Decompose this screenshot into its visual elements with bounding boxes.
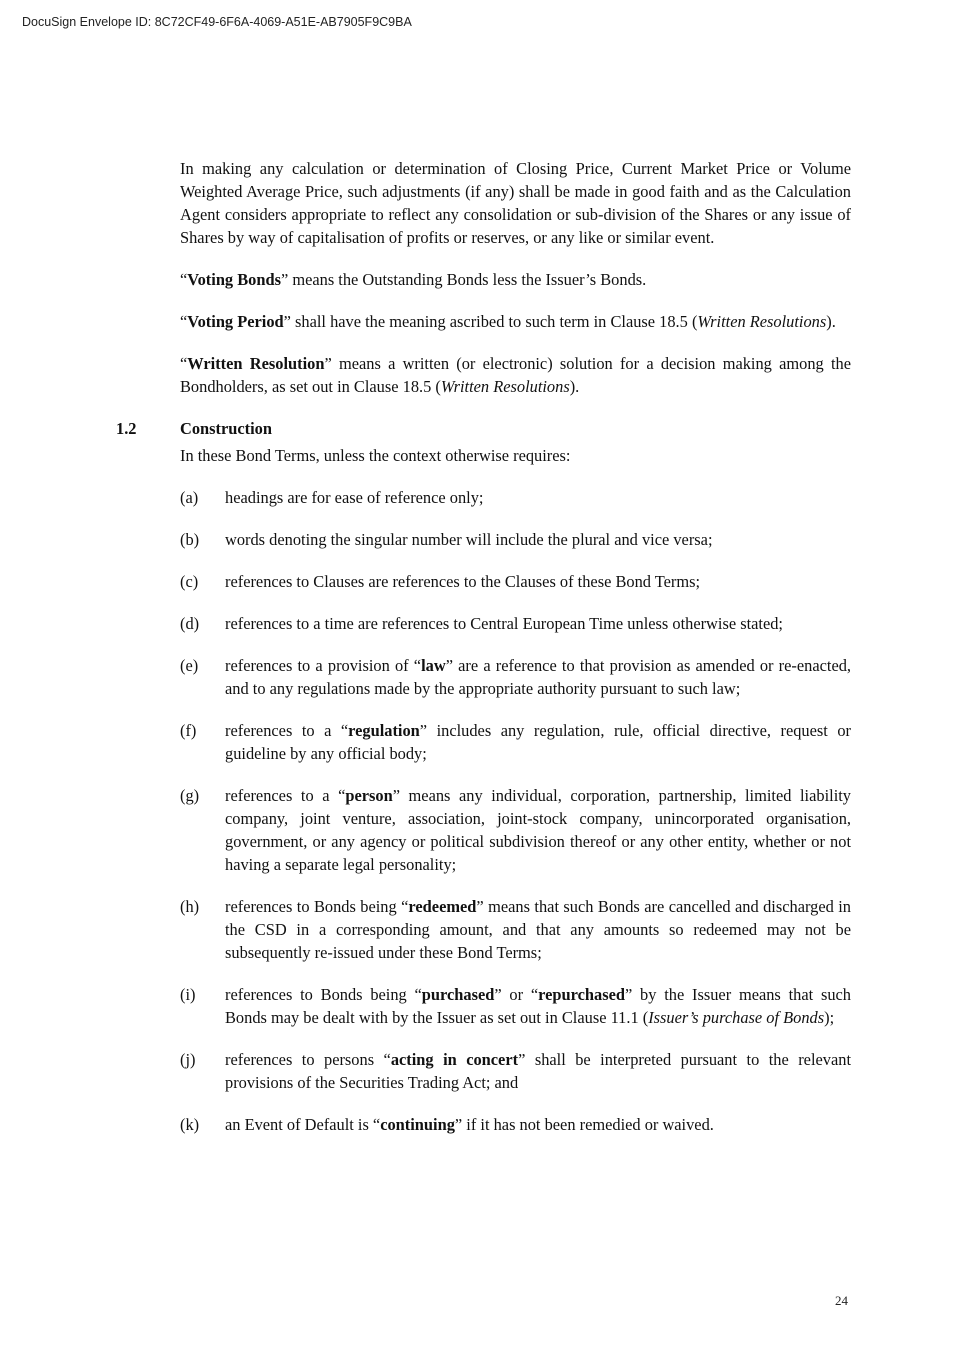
list-item-h (180, 895, 851, 964)
item-text-pre: an Event of Default is “ (225, 1115, 381, 1134)
item-text-post: ” by the Issuer means that such Bonds may be dealt with by the Issuer as set out in Clause 11.1 ( (225, 985, 852, 1027)
list-item-i (180, 983, 851, 1029)
item-text-pre: references to a “ (225, 786, 346, 805)
defined-term: acting in concert (390, 1050, 519, 1069)
defined-term: regulation (348, 721, 420, 740)
defined-term: Voting Bonds (187, 270, 281, 289)
item-text-pre: references to a “ (225, 721, 349, 740)
item-text: references to Clauses are references to the Clauses of these Bond Terms; (225, 572, 701, 591)
clause-reference: Written Resolutions (697, 312, 827, 331)
defined-term: person (345, 786, 393, 805)
list-item-c (180, 570, 851, 593)
item-text-close: ); (824, 1008, 835, 1027)
definition-close: ). (826, 312, 836, 331)
defined-term: continuing (380, 1115, 455, 1134)
list-item-g (180, 784, 851, 876)
item-text-pre: references to Bonds being “ (225, 897, 409, 916)
item-text-post: ” shall be interpreted pursuant to the relevant provisions of the Securities Trading Act; and (225, 1050, 851, 1092)
defined-term: Written Resolution (187, 354, 325, 373)
item-label: (f) (180, 721, 197, 740)
section-title: Construction (180, 419, 272, 438)
list-item-f (180, 719, 851, 765)
definition-voting-bonds (180, 268, 851, 291)
defined-term: purchased (421, 985, 495, 1004)
item-label: (e) (180, 656, 199, 675)
clause-reference: Issuer’s purchase of Bonds (648, 1008, 825, 1027)
open-quote: “ (180, 270, 188, 289)
item-text-pre: references to Bonds being “ (225, 985, 422, 1004)
section-number: 1.2 (116, 419, 137, 438)
section-intro: In these Bond Terms, unless the context otherwise requires: (180, 446, 571, 465)
defined-term-2: repurchased (538, 985, 625, 1004)
page-number: 24 (835, 1293, 848, 1308)
definition-voting-period (180, 310, 851, 333)
item-text-post: ” means that such Bonds are cancelled and discharged in the CSD in a corresponding amount, and that any amounts so redeemed may not be subsequently re-issued under these Bond Terms; (225, 897, 851, 962)
clause-reference: Written Resolutions (440, 377, 570, 396)
item-label: (g) (180, 786, 200, 805)
list-item-e (180, 654, 851, 700)
item-label: (i) (180, 985, 196, 1004)
list-item-d (180, 612, 851, 635)
open-quote: “ (180, 354, 188, 373)
item-label: (c) (180, 572, 199, 591)
item-text: references to a time are references to Central European Time unless otherwise stated; (225, 614, 783, 633)
item-text: headings are for ease of reference only; (225, 488, 484, 507)
intro-paragraph: In making any calculation or determination of Closing Price, Current Market Price or Volume Weighted Average Price, such adjustments (if any) shall be made in good faith and as the Calculation Agent considers appropriate to reflect any consolidation or sub-division of the Shares or any issue of Shares by way of capitalisation of profits or reserves, or any like or similar event. (180, 159, 851, 247)
definition-text: ” means the Outstanding Bonds less the Issuer’s Bonds. (280, 270, 647, 289)
item-text-pre: references to persons “ (225, 1050, 391, 1069)
list-item-k (180, 1113, 851, 1136)
defined-term: Voting Period (187, 312, 284, 331)
item-label: (b) (180, 530, 200, 549)
item-label: (k) (180, 1115, 200, 1134)
item-text-post: ” are a reference to that provision as amended or re-enacted, and to any regulations made by the appropriate authority pursuant to such law; (225, 656, 852, 698)
item-text-post: ” if it has not been remedied or waived. (454, 1115, 714, 1134)
item-text: words denoting the singular number will include the plural and vice versa; (225, 530, 713, 549)
item-text-post: ” includes any regulation, rule, official directive, request or guideline by any official body; (225, 721, 851, 763)
list-item-j (180, 1048, 851, 1094)
item-text-post: ” means any individual, corporation, partnership, limited liability company, joint venture, association, joint-stock company, unincorporated organisation, government, or any agency or political subdivision thereof or any other entity, whether or not having a separate legal personality; (225, 786, 851, 874)
definition-text: ” means a written (or electronic) solution for a decision making among the Bondholders, as set out in Clause 18.5 ( (180, 354, 851, 396)
item-label: (d) (180, 614, 200, 633)
docusign-envelope-id: DocuSign Envelope ID: 8C72CF49-6F6A-4069-A51E-AB7905F9C9BA (22, 15, 412, 29)
list-item-b (180, 528, 851, 551)
defined-term: law (421, 656, 446, 675)
definition-written-resolution (180, 352, 851, 398)
definition-text: ” shall have the meaning ascribed to such term in Clause 18.5 ( (283, 312, 698, 331)
definition-close: ). (569, 377, 580, 396)
section-construction (116, 417, 852, 1136)
list-item-a (180, 486, 851, 509)
item-label: (h) (180, 897, 200, 916)
item-label: (j) (180, 1050, 196, 1069)
item-text-pre: references to a provision of “ (225, 656, 422, 675)
item-label: (a) (180, 488, 199, 507)
document-body (116, 157, 852, 1155)
open-quote: “ (180, 312, 188, 331)
item-text-mid: ” or “ (494, 985, 539, 1004)
defined-term: redeemed (408, 897, 477, 916)
